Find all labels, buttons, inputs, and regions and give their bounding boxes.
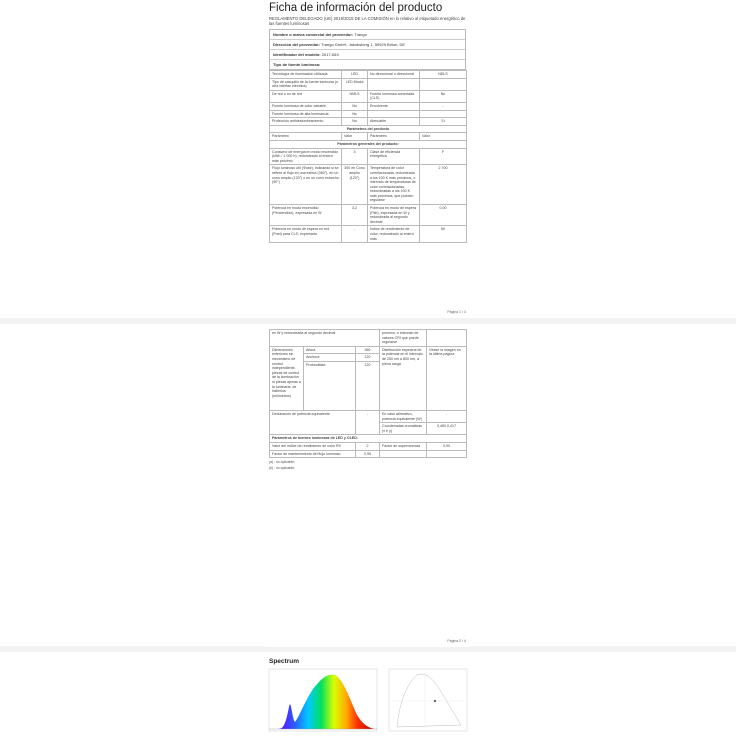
param-label: Potencia en modo de espera en red (Pnet) para CLS, expresada [270,226,342,243]
regulation-text: REGLAMENTO DELEGADO (UE) 2019/2015 DE LA COMISIÓN en lo relativo al etiquetado energético de las fuentes luminosas [269,16,466,26]
param-value: Sí [420,118,467,126]
param-label [368,110,420,118]
param-label [368,78,420,90]
chromaticity-value: 0,460 0,417 [427,423,467,435]
led-param: Factor de mantenimiento del flujo luminoso [270,450,356,458]
dim-name: Anchura [304,354,356,362]
light-source-row [270,90,467,102]
general-param-row [270,205,467,226]
param-label: Tecnología de iluminación utilizada [270,71,342,79]
address-row: Dirección del proveedor: Trango GmbH, Jakobsberg 1, 59929 Brilon, DE [270,40,465,50]
spectrum-chart [269,669,377,731]
param-label: Fuente luminosa conectada (CLS) [368,90,420,102]
param-label: De red o no de red [270,90,342,102]
general-param-row [270,148,467,165]
param-label: Envolvente [368,102,420,110]
footnote: (b) : no aplicable; [269,466,296,471]
led-value: 2 [356,442,380,450]
param-label: Índice de rendimiento de color, redondeado al entero más [368,226,420,243]
page-3 [265,652,470,736]
light-source-table [269,70,467,243]
supplier-info [269,29,466,70]
param-value: No [342,110,368,118]
cie-diagram [389,669,467,731]
model-row: Identificador del modelo: 2017-06X [270,50,465,60]
page-footer: Página 1 / 4 [447,310,466,314]
light-source-row [270,118,467,126]
dim-value: 120 [356,354,380,362]
param-value: 0,00 [420,205,467,226]
param-value: No [342,102,368,110]
page-gap [0,318,736,324]
light-source-row [270,78,467,90]
col-header: Valor [420,133,467,141]
col-header: Parámetro [368,133,420,141]
distribution-label: Distribución espectral de la potencia en el intervalo de 250 nm a 800 nm, a plena carga [380,346,427,410]
led-value: 0,90 [427,442,467,450]
chromaticity-label: Coordenadas cromáticas (x e y) [380,423,427,435]
param-value: 300 en Cono amplio (120°) [342,165,368,205]
param-label: Clase de eficiencia energética [368,148,420,165]
led-param: Factor de supervivencia [380,442,427,450]
param-label: Tipo de casquillo de la fuente luminosa (u otra interfaz eléctrica) [270,78,342,90]
dim-value: 120 [356,361,380,410]
equiv-power-value: - [427,410,467,422]
general-params-header: Parámetros generales del producto: [270,140,467,148]
param-label: Potencia en modo encendido (Pencendido), expresada en W [270,205,342,226]
dim-name: Altura [304,346,356,354]
dim-value: 360 [356,346,380,354]
param-label: Potencia en modo de espera (Psb), expresada en W y redondeada al segundo decimal [368,205,420,226]
led-value: 0,95 [356,450,380,458]
led-params-header: Parámetros de fuentes luminosas de LED y OLED: [270,435,467,443]
light-source-row [270,102,467,110]
light-source-row [270,110,467,118]
col-header: Parámetro [270,133,342,141]
col-header: Valor [342,133,368,141]
param-value: LED [342,71,368,79]
equiv-label: Declaración de potencia equivalente [270,410,356,434]
led-param: Valor del índice de rendimiento de color R9 [270,442,356,450]
page-1 [265,0,470,318]
param-label: Fuente luminosa de alta luminancia [270,110,342,118]
dim-name: Profundidad [304,361,356,410]
brand-row: Nombre o marca comercial del proveedor: Trango [270,30,465,40]
param-label: Flujo luminoso útil (Φuse), indicando si se refiere al flujo en una esfera (360°), en un cono amplio (120°) o en un cono estrecho (90°) [270,165,342,205]
param-label: Fuente luminosa de color variable [270,102,342,110]
spectrum-title: Spectrum [269,658,299,665]
param-value: 80 [420,226,467,243]
equiv-power-label: En caso afirmativo, potencia equivalente (W) [380,410,427,422]
param-value [420,78,467,90]
param-value: No [420,90,467,102]
param-value: No [342,118,368,126]
page-footer: Página 2 / 4 [447,639,466,643]
param-value: 2 700 [420,165,467,205]
param-value [420,110,467,118]
spectrum-figures [265,667,470,733]
param-value: NDLS [420,71,467,79]
general-param-row [270,226,467,243]
document-title: Ficha de información del producto [269,2,443,14]
param-value: 3 [342,148,368,165]
dimensions-label: Dimensiones exteriores sin mecanismo de control independiente, piezas de control de la iluminación ni piezas ajenas a la luminaria, de haberlos (milímetros) [270,346,304,410]
param-label: Consumo de energía en modo encendido (kWh / 1 000 h), redondeado al entero más próximo [270,148,342,165]
param-label: No direccional o direccional [368,71,420,79]
distribution-value: Véase la imagen en la última página [427,346,467,410]
param-value: - [342,226,368,243]
param-label: Temperatura de color correlacionada, redondeada a los 100 K más próximos, o intervalo de temperaturas de color correlacionadas, redondeadas a los 100 K más próximos, que pueden regularse [368,165,420,205]
param-label: Protección antideslumbramiento [270,118,342,126]
equiv-value: - [356,410,380,434]
param-label: Atenuable [368,118,420,126]
param-value: LED Modul [342,78,368,90]
cont-right: próximo, o intervalo de valores CRI que puede regularse [380,330,427,347]
light-source-row [270,71,467,79]
cont-left: en W y redondeada al segundo decimal [270,330,380,347]
param-value: NMLS [342,90,368,102]
general-param-row [270,165,467,205]
params-header: Parámetros del producto [270,125,467,133]
param-value: 3,2 [342,205,368,226]
footnote: (a) : no aplicable; [269,460,296,465]
page-2 [265,325,470,647]
params-continued-table [269,329,467,458]
type-row: Tipo de fuente luminosa: [273,62,321,67]
param-value: - [420,102,467,110]
param-value: F [420,148,467,165]
